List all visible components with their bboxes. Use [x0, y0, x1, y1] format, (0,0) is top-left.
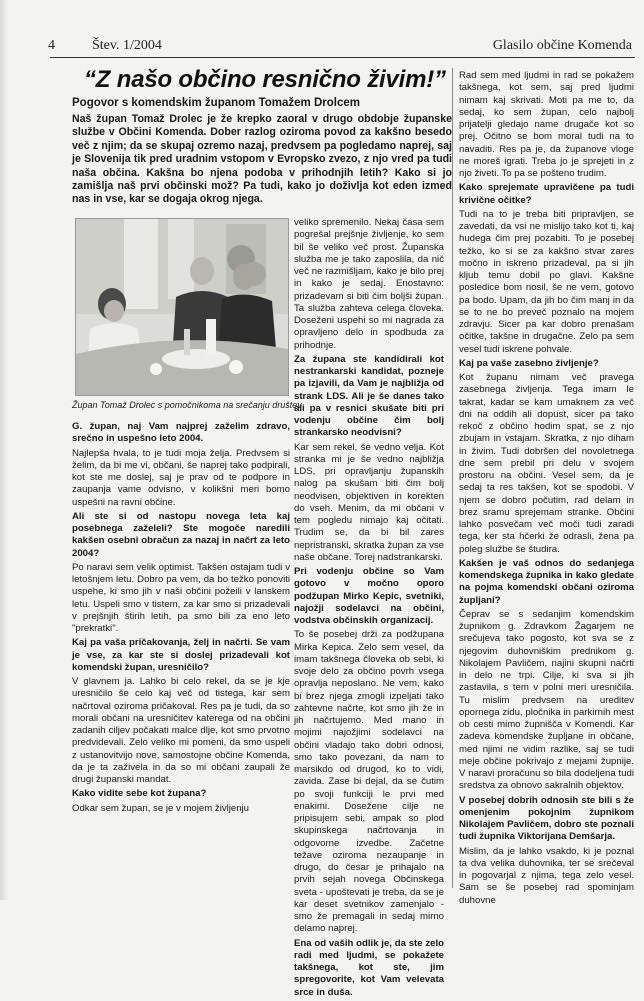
- interview-answer: veliko spremenilo. Nekaj časa sem pogrešal prejšnje življenje, ko sem bil še veliko več prost. Županska služba me je tako zaposlila, da nič več ne razmišljam, kako je bilo prej in kako je sedaj. Enostavno: prizadevam si biti čim boljši župan. Ta služba zahteva celega človeka. Doseženi uspehi so mi nagrada za opravljeno delo in spodbuda za prihodnje.: [294, 217, 444, 351]
- interview-question: G. župan, naj Vam najprej zaželim zdravo, srečno in uspešno leto 2004.: [72, 421, 290, 445]
- article-subtitle: Pogovor s komendskim županom Tomažem Drolcem: [72, 97, 360, 109]
- interview-answer: Kar sem rekel, še vedno velja. Kot stranka mi je še vedno najbližja LDS, pri opravljanju županskih nalog pa skušam biti čim bolj neodvisen, objektiven in korekten do vseh. Menim, da mi občani v tem pogledu nimajo kaj očitati. Trudim se, da bi bil zares nepristranski, skratka župan za vse naše občane. Torej nadstrankarski.: [294, 441, 444, 563]
- interview-answer: Kot županu nimam več pravega zasebnega življenja. Tega imam le takrat, kadar se kam umaknem za več dni na oddih ali dopust, sicer pa tako rekoč z občino hodim spat, se z njo zbujam in vstajam. Skratka, z njo diham in živim. Tudi dobršen del novoletnega dne sem prebil pri delu v svojem prostoru na občini. Vesel sem, da je sedaj ta res takšen, kot se spodobi. V njem se dobro počutim, rad delam in brez sramu sprejemam stranke. Občini lahko posvečam več moči tudi zaradi tega, ker sta hčerki že odrasli, žena pa poleg službe še študira.: [459, 372, 634, 555]
- photo-caption: Župan Tomaž Drolec s pomočnikoma na srečanju društev: [72, 400, 302, 410]
- interview-question: Ali ste si od nastopu novega leta kaj posebnega zaželeli? Ste mogoče naredili kakšen osebni obračun za nazaj in načrt za leto 2004?: [72, 510, 290, 559]
- publication-name: Glasilo občine Komenda: [492, 38, 632, 53]
- interview-question: Za župana ste kandidirali kot nestrankarski kandidat, pozneje pa izjavili, da Vam je najbližja od strank LDS. Ali je še danes tako ali pa v resnici skušate biti pri vodenju občine čim bolj strankarsko neodvisni?: [294, 353, 444, 439]
- interview-question: Pri vodenju občine so Vam gotovo v močno oporo podžupan Mirko Kepic, svetniki, najožji sodelavci na občini, vodstva občinskih organizacij.: [294, 566, 444, 626]
- page-edge-shadow: [0, 0, 8, 900]
- interview-question: Ena od vaših odlik je, da ste zelo radi med ljudmi, se pokažete takšnega, kot ste, jim spregovorite, kot Vam velevata srce in duša.: [294, 937, 444, 998]
- interview-question: Kaj pa vaše zasebno življenje?: [459, 357, 599, 369]
- column-divider: [452, 68, 453, 888]
- article-lead: Naš župan Tomaž Drolec je že krepko zaoral v drugo obdobje županske službe v Občini Komenda. Dober razlog oziroma povod za kakšno besedo več z njim; da se skupaj ozremo nazaj, predvsem pa pogledamo naprej, saj je Slovenija tik pred uradnim vstopom v Evropsko zvezo, z njo vred pa tudi naša občina. Kakšna bo njena podoba v prihodnjih letih? Kako si jo zamišlja naš prvi občinski mož? Pa tudi, kako jo doživlja kot eden izmed nas in vse, kar se dogaja okrog njega.: [72, 113, 452, 206]
- interview-answer: V glavnem ja. Lahko bi celo rekel, da se je kje uresničilo še celo kaj več od tistega, kar sem načrtoval oziroma pričakoval. Res pa je tudi, da so morali občani na uresničitev katerega od na občini zadanih ciljev počakati malce dlje, kot smo prvotno predvidevali. Zelo veliko mi pomeni, da smo uspeli z ustanovitvijo nove, samostojne občine Komenda, da je ta zaživela in da so mi občani zaupali že drugi županski mandat.: [72, 676, 290, 785]
- interview-question: Kakšen je vaš odnos do sedanjega komendskega župnika in kako gledate na pojma komendski občani oziroma župljani?: [459, 557, 634, 606]
- page-number: 4: [48, 38, 55, 53]
- interview-answer: Rad sem med ljudmi in rad se pokažem takšnega, kot sem, saj pred ljudmi nimam kaj skrivati. Moti pa me to, da sedaj, ko sem župan, celo najbolj prijatelji gledajo name drugače kot so prej. Očitno se bom moral tudi na to navaditi. Res pa je, da županove vloge ne moreš igrati. Treba jo je sprejeti in z njo živeti. To pa se pošteno trudim.: [459, 70, 634, 179]
- photo-illustration: [76, 219, 288, 395]
- interview-answer: Najlepša hvala, to je tudi moja želja. Predvsem si želim, da bi me vi, občani, še naprej tako podpirali, kot ste me doslej, saj je prav od te podpore in zaupanja vame odvisno, v kolikšni meri bomo uspešni na ravni občine.: [72, 447, 290, 508]
- interview-question: Kako vidite sebe kot župana?: [72, 788, 207, 800]
- article-column-1: [72, 421, 290, 817]
- header-rule: [50, 57, 635, 58]
- article-title: “Z našo občino resnično živim!”: [84, 66, 446, 93]
- interview-answer: Čeprav se s sedanjim komendskim župnikom g. Zdravkom Žagarjem ne srečujeva tako pogosto, kot sva se z njegovim duhovniškim prednikom g. Nikolajem Pavličem, najini skupni načrti in delo ne trpi. Cilje, ki sva si jih zastavila, s tem v polni meri uresničila. Tu mislim predvsem na ureditev opornega zidu, pločnika in parkirnih mest ob cesti mimo župnišča v Komendi. Kar zadeva komendske župljane in občane, med njimi ne vidim razlike, saj se tudi meje občine pokrivajo z mejami župnije. V naravi proračunu so bila dodeljena tudi sredstva za obnovo sakralnih objektov.: [459, 608, 634, 792]
- article-column-2: [294, 217, 444, 1001]
- interview-answer: Tudi na to je treba biti pripravljen, se zavedati, da vsi ne mislijo tako kot ti, kaj hudega čim prej pozabiti. To je posebej težko, ko si se za kakšno stvar zares močno in iskreno prizadeval, pa si jih kljub temu dobil po glavi. Kakšne posledice bom nosil, še ne vem, gotovo pa bodo. Upam, da jih bo čim manj in da se to ne bo preveč poznalo na mojem zdravju. Sicer pa kar dobro prenašam očitke, takšne in drugačne. Zelo pa sem vesel tudi iskrene pohvale.: [459, 208, 634, 355]
- issue-label: Štev. 1/2004: [92, 38, 162, 53]
- interview-question: Kaj pa vaša pričakovanja, želj in načrti. Se vam je vse, za kar ste si doslej prizadevali kot komendski župan, uresničilo?: [72, 637, 290, 673]
- interview-answer: Odkar sem župan, se je v mojem življenju: [72, 802, 250, 814]
- interview-question: Kako sprejemate upravičene pa tudi krivične očitke?: [459, 182, 634, 206]
- interview-answer: To še posebej drži za podžupana Mirka Kepica. Zelo sem vesel, da imam takšnega človeka ob sebi, ki svoje delo za občino povrh vsega opravlja neposlano. Ne vem, kako bi brez njega zmogli izpeljati tako zahtevne načrte, kot smo jih že in jih načrtujemo. Med mano in mojimi najožjimi sodelavci na občini vladajo tako dobri odnosi, smo tako povezani, da nam to marsikdo od drugod, ko to vidi, zavida. Zase bi dejal, da se čutim po svoji funkciji le prvi med enakimi. Dosežene cilje ne pripisujem sebi, ampak so plod skupinskega načrtovanja in odgovorne izvedbe. Začetne težave oziroma nezaupanje in drugo, do česar je prihajalo na prvih sejah novega Občinskega sveta - upoštevati je treba, da se je kar deset svetnikov zamenjalo - smo že premagali in sedaj mirno delamo naprej.: [294, 629, 444, 935]
- article-photo: [75, 218, 289, 396]
- interview-question: V posebej dobrih odnosih ste bili s že omenjenim pokojnim župnikom Nikolajem Pavličem, dobro ste poznali tudi župnika Viktorijana Demšarja.: [459, 794, 634, 843]
- interview-answer: Po naravi sem velik optimist. Takšen ostajam tudi v letošnjem letu. Dobro pa vem, da bo težko ponoviti uspehe, ki smo jih v naši občini požeili v lanskem letu. Uspeli smo v tistem, za kar smo si prizadevali v prejšnjih štirih letih, pa smo bili za eno leto "prekratki".: [72, 561, 290, 634]
- article-column-3: [459, 70, 634, 909]
- interview-answer: Mislim, da je lahko vsakdo, ki je poznal ta dva velika duhovnika, ter se srečeval in pogovarjal z njima, tega zelo vesel. Sam se še posebej rad spominjam duhovne: [459, 845, 634, 906]
